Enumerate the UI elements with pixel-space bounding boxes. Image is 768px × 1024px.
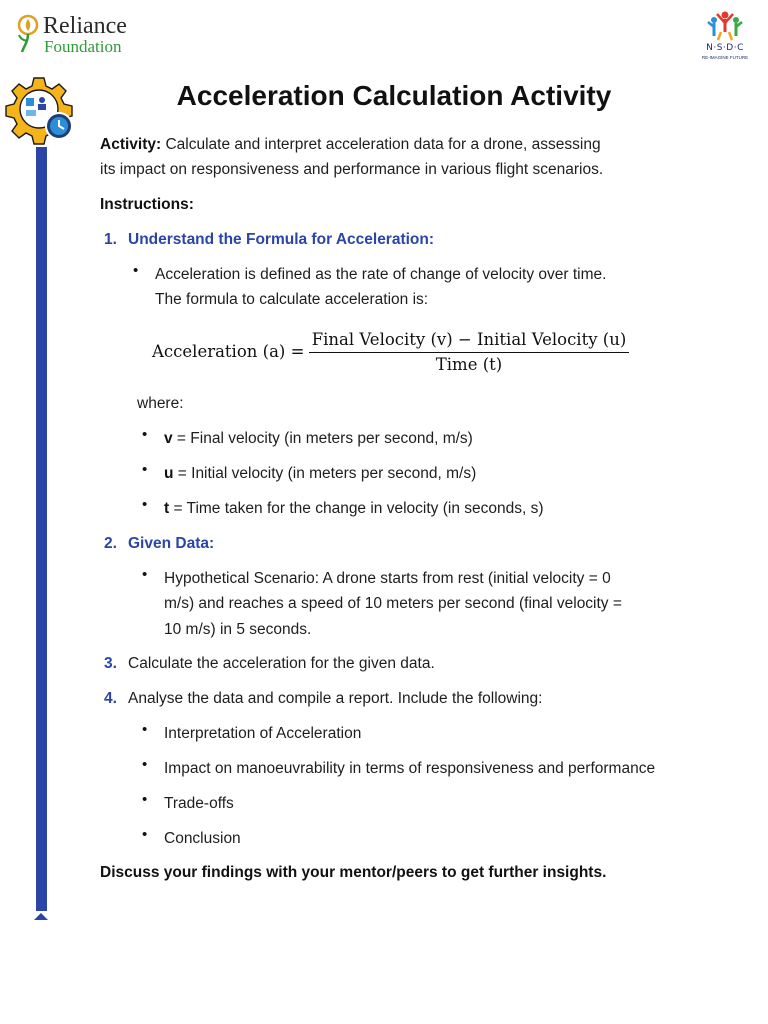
- definition-v-text: = Final velocity (in meters per second, m/s): [172, 430, 473, 447]
- bullet: •: [142, 426, 148, 443]
- page-title: Acceleration Calculation Activity: [176, 80, 612, 111]
- formula-numerator: Final Velocity (v) − Initial Velocity (u): [311, 330, 627, 349]
- symbol-t: t: [164, 500, 170, 517]
- step-2-heading: Given Data:: [128, 535, 215, 552]
- reliance-foundation-logo: [16, 14, 146, 58]
- definition-u-text: = Initial velocity (in meters per second, m/s): [173, 465, 477, 482]
- step-4-number: 4.: [104, 690, 117, 707]
- reliance-text: Reliance: [43, 13, 127, 39]
- step-4-text: Analyse the data and compile a report. Include the following:: [128, 690, 543, 707]
- step-1-number: 1.: [104, 231, 117, 248]
- step-3-number: 3.: [104, 655, 117, 672]
- definition-u: [164, 461, 476, 487]
- arrow-up-icon: [33, 911, 49, 921]
- bullet: •: [142, 756, 148, 773]
- activity-text-1: Calculate and interpret acceleration data for a drone, assessing: [161, 136, 601, 153]
- nsdc-tagline: RE-IMAGINE FUTURE: [701, 55, 749, 60]
- formula-lhs: Acceleration (a) =: [152, 342, 305, 361]
- bullet: •: [142, 461, 148, 478]
- activity-line-1: [100, 132, 601, 158]
- bullet: •: [133, 262, 139, 279]
- instructions-label: Instructions:: [100, 196, 194, 213]
- reliance-flame-icon: [16, 14, 42, 54]
- bullet: •: [142, 826, 148, 843]
- activity-label: Activity:: [100, 136, 162, 153]
- symbol-u: u: [164, 465, 174, 482]
- scenario-line-1: Hypothetical Scenario: A drone starts from rest (initial velocity = 0: [164, 570, 611, 587]
- where-label: where:: [137, 395, 184, 412]
- report-item: Interpretation of Acceleration: [164, 725, 362, 742]
- nsdc-text: N·S·D·C: [706, 43, 744, 53]
- formula-fraction: [309, 328, 629, 377]
- definition-t-text: = Time taken for the change in velocity (in seconds, s): [169, 500, 544, 517]
- step-1-bullet-line-1: Acceleration is defined as the rate of change of velocity over time.: [155, 266, 607, 283]
- step-2-number: 2.: [104, 535, 117, 552]
- foundation-text: Foundation: [44, 37, 122, 56]
- definition-v: [164, 426, 473, 452]
- formula-denominator: Time (t): [435, 355, 503, 374]
- scenario-line-3: 10 m/s) in 5 seconds.: [164, 621, 312, 638]
- report-item: Trade-offs: [164, 795, 234, 812]
- step-1-heading: Understand the Formula for Acceleration:: [128, 231, 435, 248]
- step-1-bullet-line-2: The formula to calculate acceleration is:: [155, 291, 429, 308]
- step-3-text: Calculate the acceleration for the given data.: [128, 655, 435, 672]
- acceleration-formula: [152, 328, 632, 380]
- side-accent-bar: [36, 147, 47, 911]
- bullet: •: [142, 791, 148, 808]
- bullet: •: [142, 496, 148, 513]
- definition-t: [164, 496, 544, 522]
- bullet: •: [142, 721, 148, 738]
- symbol-v: v: [164, 430, 173, 447]
- report-item: Impact on manoeuvrability in terms of responsiveness and performance: [164, 760, 656, 777]
- activity-text-2: its impact on responsiveness and performance in various flight scenarios.: [100, 161, 604, 178]
- closing-note: Discuss your findings with your mentor/peers to get further insights.: [100, 864, 607, 881]
- report-item: Conclusion: [164, 830, 241, 847]
- nsdc-people-icon: [705, 10, 745, 42]
- scenario-line-2: m/s) and reaches a speed of 10 meters per second (final velocity =: [164, 595, 622, 612]
- bullet: •: [142, 566, 148, 583]
- nsdc-logo: [694, 10, 756, 64]
